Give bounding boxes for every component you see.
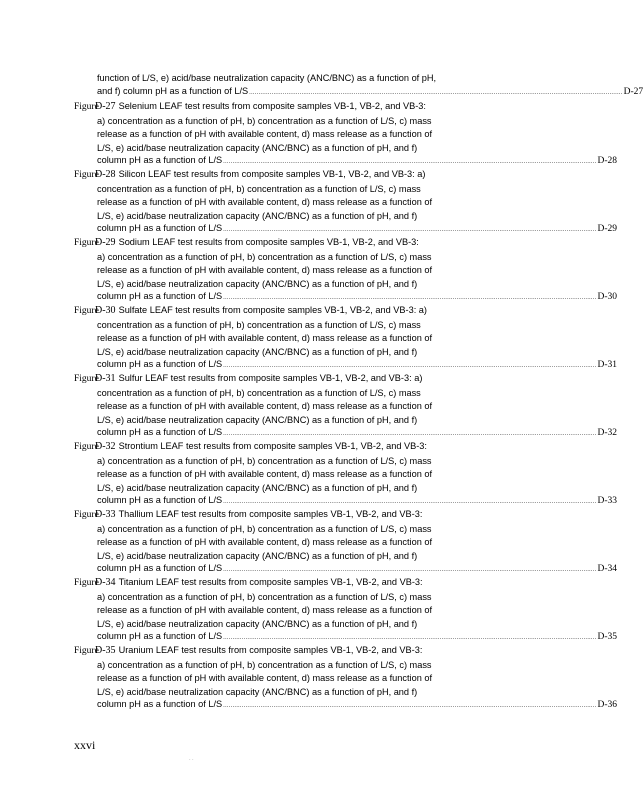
page-ref: D-32	[597, 428, 618, 439]
figure-number: D-33	[95, 509, 116, 520]
toc-entry[interactable]	[74, 509, 618, 577]
figure-number: D-27	[95, 101, 116, 112]
figure-title: Uranium LEAF test results from composite samples VB-1, VB-2, and VB-3:	[118, 645, 423, 655]
dot-leader: ........................................................................................................................................................................................................	[223, 363, 597, 370]
figure-number: D-28	[95, 169, 116, 180]
entry-last-line	[97, 155, 618, 169]
figure-number: D-32	[95, 441, 116, 452]
entry-caption	[74, 645, 524, 659]
entry-line: a) concentration as a function of pH, b) concentration as a function of L/S, c) mass	[97, 455, 432, 466]
figure-label: Figure	[74, 374, 99, 384]
entry-line: release as a function of pH with available content, d) mass release as a function of	[97, 401, 433, 412]
figure-label: Figure	[74, 306, 99, 316]
figure-label: Figure	[74, 646, 99, 656]
toc-entry[interactable]	[74, 305, 618, 373]
dot-leader: ........................................................................................................................................................................................................	[223, 635, 597, 642]
entry-line: release as a function of pH with available content, d) mass release as a function of	[97, 537, 433, 548]
page-ref: D-31	[597, 360, 618, 371]
dot-leader: ........................................................................................................................................................................................................	[249, 89, 623, 96]
figure-label: Figure	[74, 578, 99, 588]
entry-last-line	[97, 223, 618, 237]
entry-line: concentration as a function of pH, b) concentration as a function of L/S, c) mass	[97, 319, 421, 330]
page-ref: D-35	[597, 632, 618, 643]
entry-line: column pH as a function of L/S	[97, 223, 223, 234]
entry-line: L/S, e) acid/base neutralization capacity (ANC/BNC) as a function of pH, and f)	[97, 278, 418, 289]
entry-line: column pH as a function of L/S	[97, 631, 223, 642]
toc-entry-continuation	[97, 72, 643, 99]
entry-line: column pH as a function of L/S	[97, 495, 223, 506]
entry-last-line	[97, 495, 618, 509]
figure-number: D-29	[95, 237, 116, 248]
entry-line: release as a function of pH with available content, d) mass release as a function of	[97, 605, 433, 616]
figure-number: D-35	[95, 645, 116, 656]
entry-line: column pH as a function of L/S	[97, 359, 223, 370]
page-ref: D-28	[597, 156, 618, 167]
figure-number: D-31	[95, 373, 116, 384]
figure-number: D-34	[95, 577, 116, 588]
figure-label: Figure	[74, 102, 99, 112]
entry-last-line	[97, 427, 618, 441]
entry-line: and f) column pH as a function of L/S	[97, 85, 249, 96]
toc-entry[interactable]	[74, 645, 618, 713]
entry-line: release as a function of pH with available content, d) mass release as a function of	[97, 469, 433, 480]
entry-line: function of L/S, e) acid/base neutralization capacity (ANC/BNC) as a function of pH,	[97, 73, 437, 83]
entry-line: column pH as a function of L/S	[97, 427, 223, 438]
entry-line: a) concentration as a function of pH, b) concentration as a function of L/S, c) mass	[97, 523, 432, 534]
entry-line: release as a function of pH with available content, d) mass release as a function of	[97, 129, 433, 140]
dot-leader: ........................................................................................................................................................................................................	[223, 567, 597, 574]
entry-line: L/S, e) acid/base neutralization capacity (ANC/BNC) as a function of pH, and f)	[97, 210, 418, 221]
dot-leader: ........................................................................................................................................................................................................	[223, 499, 597, 506]
page-ref: D-30	[597, 292, 618, 303]
entry-line: a) concentration as a function of pH, b) concentration as a function of L/S, c) mass	[97, 591, 432, 602]
entry-caption	[74, 305, 524, 319]
scan-mark: · ·	[189, 757, 194, 763]
entry-line: column pH as a function of L/S	[97, 699, 223, 710]
entry-caption	[74, 169, 524, 183]
entry-caption	[74, 101, 524, 115]
entry-last-line	[97, 563, 618, 577]
dot-leader: ........................................................................................................................................................................................................	[223, 159, 597, 166]
figure-label: Figure	[74, 170, 99, 180]
entry-line: release as a function of pH with available content, d) mass release as a function of	[97, 265, 433, 276]
figure-title: Sulfate LEAF test results from composite samples VB-1, VB-2, and VB-3: a)	[118, 305, 427, 315]
entry-last-line	[97, 85, 643, 100]
page-ref: D-27	[623, 86, 643, 97]
entry-line: concentration as a function of pH, b) concentration as a function of L/S, c) mass	[97, 387, 421, 398]
figure-title: Selenium LEAF test results from composite samples VB-1, VB-2, and VB-3:	[118, 101, 426, 111]
entry-line: L/S, e) acid/base neutralization capacity (ANC/BNC) as a function of pH, and f)	[97, 686, 418, 697]
entry-line: L/S, e) acid/base neutralization capacity (ANC/BNC) as a function of pH, and f)	[97, 346, 418, 357]
entry-line: L/S, e) acid/base neutralization capacity (ANC/BNC) as a function of pH, and f)	[97, 550, 418, 561]
toc-entry[interactable]	[74, 169, 618, 237]
toc-entry[interactable]	[74, 237, 618, 305]
figure-title: Sulfur LEAF test results from composite samples VB-1, VB-2, and VB-3: a)	[118, 373, 423, 383]
entry-line: column pH as a function of L/S	[97, 563, 223, 574]
toc-entry[interactable]	[74, 441, 618, 509]
entry-line: column pH as a function of L/S	[97, 155, 223, 166]
entry-line: concentration as a function of pH, b) concentration as a function of L/S, c) mass	[97, 183, 421, 194]
entry-last-line	[97, 359, 618, 373]
entry-caption	[74, 373, 524, 387]
figure-title: Silicon LEAF test results from composite samples VB-1, VB-2, and VB-3: a)	[118, 169, 426, 179]
figure-title: Titanium LEAF test results from composite samples VB-1, VB-2, and VB-3:	[118, 577, 423, 587]
entry-caption	[74, 237, 524, 251]
entry-line: L/S, e) acid/base neutralization capacity (ANC/BNC) as a function of pH, and f)	[97, 482, 418, 493]
figure-label: Figure	[74, 510, 99, 520]
figure-number: D-30	[95, 305, 116, 316]
entry-caption	[74, 441, 524, 455]
dot-leader: ........................................................................................................................................................................................................	[223, 703, 597, 710]
entry-line: a) concentration as a function of pH, b) concentration as a function of L/S, c) mass	[97, 115, 432, 126]
toc-entry[interactable]	[74, 101, 618, 169]
figure-label: Figure	[74, 238, 99, 248]
entry-caption	[74, 509, 524, 523]
entry-line: a) concentration as a function of pH, b) concentration as a function of L/S, c) mass	[97, 659, 432, 670]
figure-title: Strontium LEAF test results from composite samples VB-1, VB-2, and VB-3:	[118, 441, 427, 451]
page-ref: D-29	[597, 224, 618, 235]
entry-last-line	[97, 291, 618, 305]
dot-leader: ........................................................................................................................................................................................................	[223, 227, 597, 234]
page-ref: D-34	[597, 564, 618, 575]
entry-line: a) concentration as a function of pH, b) concentration as a function of L/S, c) mass	[97, 251, 432, 262]
entry-caption	[74, 577, 524, 591]
dot-leader: ........................................................................................................................................................................................................	[223, 295, 597, 302]
entry-line: release as a function of pH with available content, d) mass release as a function of	[97, 333, 433, 344]
page-ref: D-33	[597, 496, 618, 507]
page-number: xxvi	[74, 738, 96, 752]
entry-line: column pH as a function of L/S	[97, 291, 223, 302]
toc-entry[interactable]	[74, 577, 618, 645]
toc-entry[interactable]	[74, 373, 618, 441]
entry-line: L/S, e) acid/base neutralization capacity (ANC/BNC) as a function of pH, and f)	[97, 414, 418, 425]
dot-leader: ........................................................................................................................................................................................................	[223, 431, 597, 438]
entry-last-line	[97, 631, 618, 645]
figure-title: Thallium LEAF test results from composite samples VB-1, VB-2, and VB-3:	[118, 509, 423, 519]
figure-title: Sodium LEAF test results from composite samples VB-1, VB-2, and VB-3:	[118, 237, 419, 247]
page-ref: D-36	[597, 700, 618, 711]
figure-label: Figure	[74, 442, 99, 452]
entry-line: L/S, e) acid/base neutralization capacity (ANC/BNC) as a function of pH, and f)	[97, 142, 418, 153]
entry-line: release as a function of pH with available content, d) mass release as a function of	[97, 673, 433, 684]
entry-line: L/S, e) acid/base neutralization capacity (ANC/BNC) as a function of pH, and f)	[97, 618, 418, 629]
entry-last-line	[97, 699, 618, 713]
entry-line: release as a function of pH with available content, d) mass release as a function of	[97, 197, 433, 208]
